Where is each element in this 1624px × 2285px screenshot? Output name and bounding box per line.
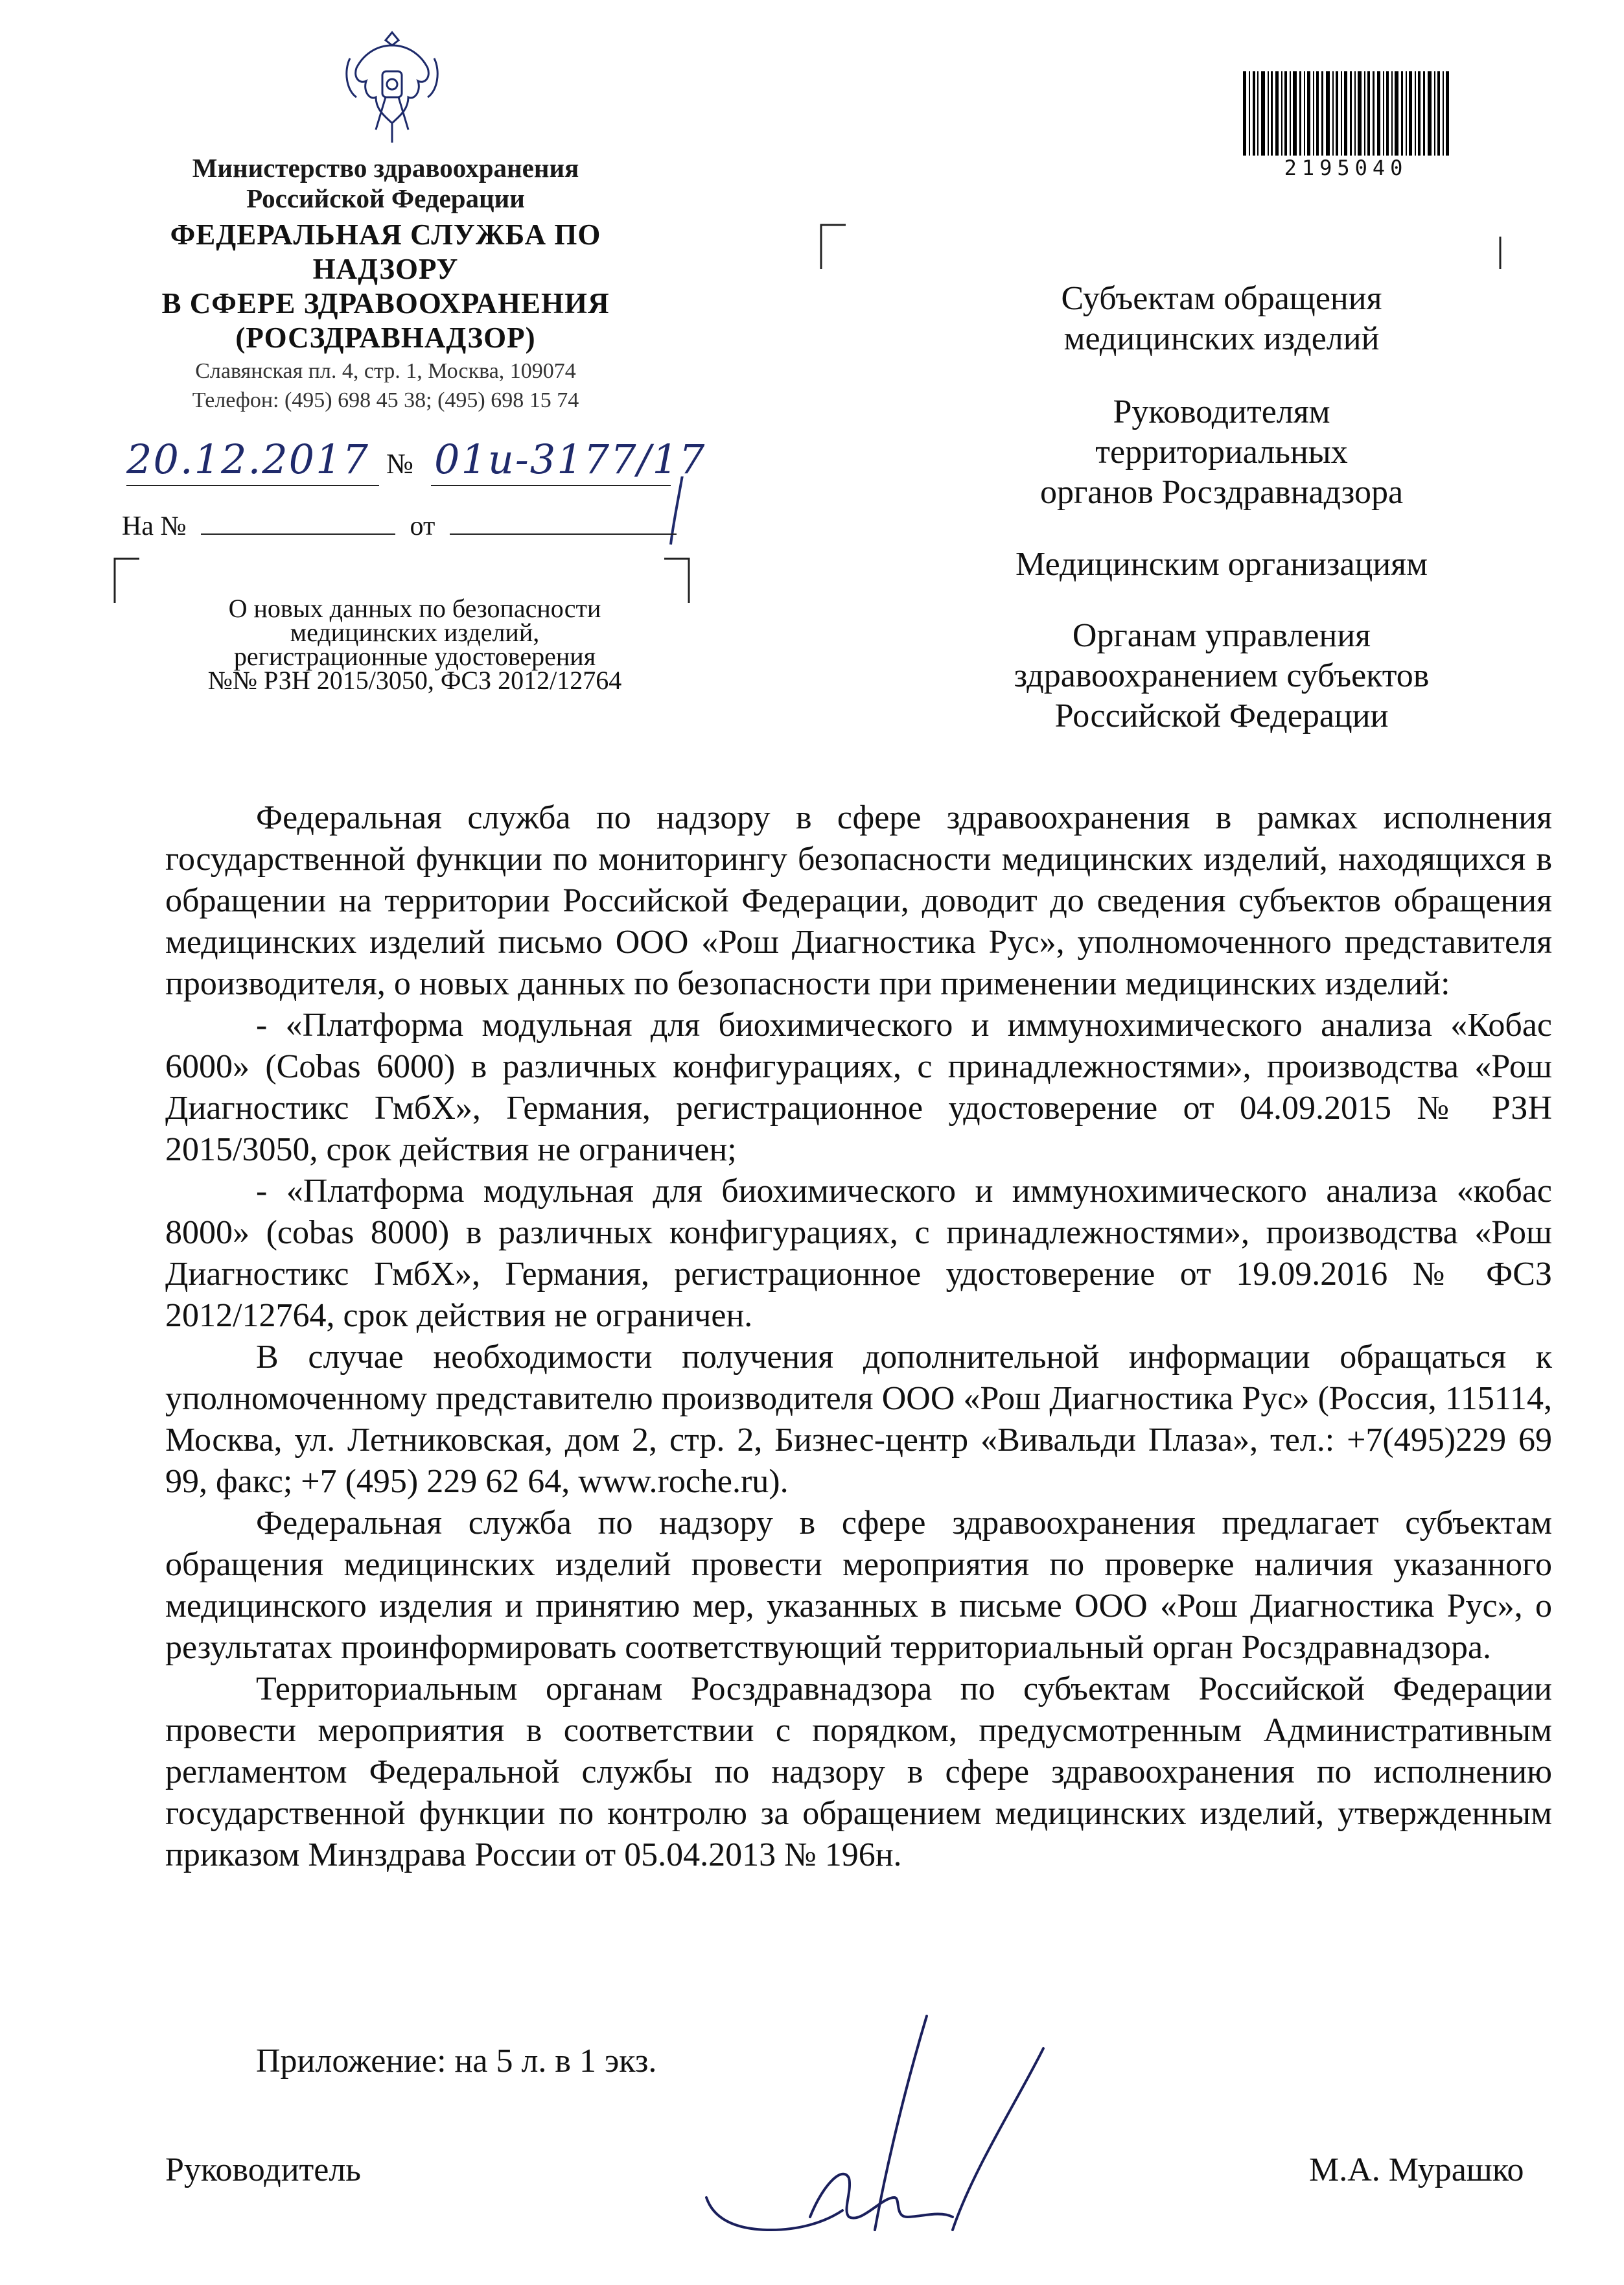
service-line: ФЕДЕРАЛЬНАЯ СЛУЖБА ПО НАДЗОРУ — [170, 218, 601, 285]
letter-body — [165, 797, 1552, 1876]
body-paragraph: Федеральная служба по надзору в сфере здравоохранения в рамках исполнения государственной функции по мониторингу безопасности медицинских изделий, находящихся в обращении на территории Российской Федерации, доводит до сведения субъектов обращения медицинских изделий письмо ООО «Рош Диагностика Рус», уполномоченного представителя производителя, о новых данных по безопасности при применении медицинских изделий: — [165, 799, 1552, 1002]
signatory-name: М.А. Мурашко — [1309, 2151, 1524, 2188]
addressee-line: медицинских изделий — [1063, 320, 1380, 357]
address-brackets — [820, 224, 1507, 275]
addressee-line: органов Росздравнадзора — [1039, 474, 1404, 511]
addressee-block — [894, 279, 1549, 359]
attachment-note: Приложение: на 5 л. в 1 экз. — [256, 2043, 657, 2080]
from-blank — [450, 509, 677, 535]
addressee-line: Руководителям — [1113, 393, 1330, 430]
coat-of-arms-icon — [337, 19, 447, 149]
letter-subject — [156, 594, 674, 695]
handwritten-signature-icon — [693, 2003, 1056, 2249]
body-paragraph: - «Платформа модульная для биохимического и иммунохимического анализа «кобас 8000» (cobas 8000) в различных конфигурациях, с принадлежностями», производства «Рош Диагностикс ГмбХ», Германия, регистрационное удостоверение от 19.09.2016 № ФСЗ 2012/12764, срок действия не ограничен. — [165, 1173, 1552, 1334]
ministry-line: Российской Федерации — [246, 183, 525, 213]
addressee-line: Органам управления — [1072, 617, 1371, 654]
signatory-position: Руководитель — [165, 2151, 361, 2188]
phone-line: Телефон: (495) 698 45 38; (495) 698 15 74 — [192, 388, 579, 412]
body-paragraph: Федеральная служба по надзору в сфере здравоохранения предлагает субъектам обращения медицинских изделий провести мероприятия по проверке наличия указанного медицинского изделия и принятию мер, указанных в письме ООО «Рош Диагностика Рус», о результатах проинформировать соответствующий территориальный орган Росздравнадзора. — [165, 1505, 1552, 1666]
ref-blank — [201, 509, 395, 535]
from-label: от — [410, 511, 435, 541]
subject-line: №№ РЗН 2015/3050, ФСЗ 2012/12764 — [207, 666, 622, 695]
body-paragraph: - «Платформа модульная для биохимического и иммунохимического анализа «Кобас 6000» (Cobas 6000) в различных конфигурациях, с принадлежностями», производства «Рош Диагностикс ГмбХ», Германия, регистрационное удостоверение от 04.09.2015 № РЗН 2015/3050, срок действия не ограничен; — [165, 1007, 1552, 1168]
addressee-block — [894, 616, 1549, 736]
body-paragraph: В случае необходимости получения дополнительной информации обращаться к уполномоченному представителю производителя ООО «Рош Диагностика Рус» (Россия, 115114, Москва, ул. Летниковская, дом 2, стр. 2, Бизнес-центр «Вивальди Плаза», тел.: +7(495)229 69 99, факс; +7 (495) 229 62 64, www.roche.ru). — [165, 1339, 1552, 1500]
barcode-number: 2195040 — [1284, 156, 1408, 180]
document-date: 20.12.2017 — [126, 436, 369, 483]
sender-address — [130, 357, 642, 415]
reference-line — [122, 509, 679, 542]
ministry-name — [143, 153, 629, 214]
addressee-line: здравоохранением субъектов — [1014, 657, 1430, 694]
document-number: 01и-3177/17 — [434, 436, 706, 483]
addressee-block — [894, 392, 1549, 513]
addressee-line: Медицинским организациям — [1015, 546, 1428, 583]
service-name — [130, 218, 642, 355]
subject-line: О новых данных по безопасности — [228, 594, 601, 623]
addressee-line: Российской Федерации — [1054, 697, 1389, 734]
barcode-icon — [1243, 71, 1449, 156]
service-line: В СФЕРЕ ЗДРАВООХРАНЕНИЯ — [161, 287, 610, 320]
body-paragraph: Территориальным органам Росздравнадзора по субъектам Российской Федерации провести мероприятия в соответствии с порядком, предусмотренным Административным регламентом Федеральной службы по надзору в сфере здравоохранения по исполнению государственной функции по контролю за обращением медицинских изделий, утвержденным приказом Минздрава России от 05.04.2013 № 196н. — [165, 1670, 1552, 1873]
service-line: (РОСЗДРАВНАДЗОР) — [235, 322, 536, 354]
subject-line: регистрационные удостоверения — [233, 642, 596, 671]
number-sign: № — [386, 448, 413, 480]
addressee-line: территориальных — [1095, 434, 1348, 471]
addressee-line: Субъектам обращения — [1061, 280, 1382, 317]
ministry-line: Министерство здравоохранения — [192, 153, 579, 183]
address-line: Славянская пл. 4, стр. 1, Москва, 109074 — [195, 359, 576, 383]
ref-label: На № — [122, 511, 187, 541]
subject-line: медицинских изделий, — [290, 618, 540, 647]
addressee-block — [894, 545, 1549, 585]
